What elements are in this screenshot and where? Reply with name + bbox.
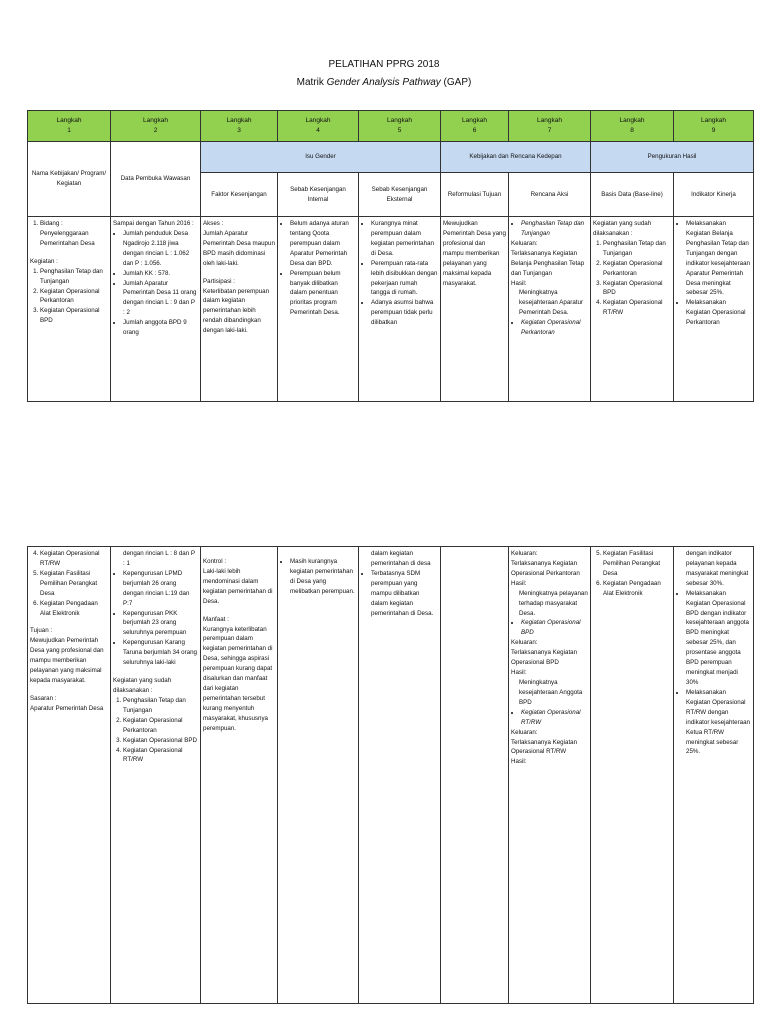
label-keluaran: Keluaran: [511, 550, 538, 557]
cell-data-pembuka-cont [111, 547, 201, 1004]
cell-reformulasi [441, 217, 509, 402]
document-subtitle: Matrik Gender Analysis Pathway (GAP) [296, 77, 472, 88]
step-header-row [28, 111, 754, 142]
col-nama-kebijakan: Nama Kebijakan/ Program/ Kegiatan [28, 142, 111, 217]
list-item: 6. Kegiatan Pengadaan Alat Elektronik [603, 579, 671, 599]
group-pengukuran: Pengukuran Hasil [591, 142, 754, 173]
cell-sebab-internal-cont [278, 547, 359, 1004]
col-data-pembuka: Data Pembuka Wawasan [111, 142, 201, 217]
list-item: • Perempuan belum banyak dilibatkan dalam penentuan prioritas program Pemerintah Desa. [290, 269, 356, 319]
list-item: • Melaksanakan Kegiatan Operasional RT/RW dengan indikator kesejahteraan Ketua RT/RW meningkat sebesar 25%. [686, 688, 751, 757]
list-item: 2. Kegiatan Operasional Perkantoran [40, 287, 108, 307]
list-item: • Kegiatan Operasional BPD [521, 618, 588, 638]
list-item: 4. Kegiatan Operasional RT/RW [40, 549, 108, 569]
label-keluaran: Keluaran: [511, 728, 538, 736]
step-2-header: Langkah 2 [111, 111, 201, 142]
text: Meningkatnya pelayanan terhadap masyarakat Desa. [519, 589, 588, 617]
list-item: • Kepengurusan Karang Taruna berjumlah 34 orang seluruhnya laki-laki [123, 638, 198, 668]
list-item: • Penghasilan Tetap dan Tunjangan [521, 219, 588, 239]
cell-basis-data-cont [591, 547, 674, 1004]
cell-sebab-eksternal-cont [359, 547, 441, 1004]
list-item: 6. Kegiatan Pengadaan Alat Elektronik [40, 599, 108, 619]
label-done: Kegiatan yang sudah dilaksanakan : [113, 677, 172, 694]
step-4-header: Langkah 4 [278, 111, 359, 142]
list-item: 5. Kegiatan Fasilitasi Pemilihan Perangkat Desa [603, 549, 671, 579]
col-faktor: Faktor Kesenjangan [201, 173, 278, 217]
cell-reformulasi-cont [441, 547, 509, 1004]
label-kegiatan: Kegiatan : [30, 257, 58, 265]
text: Mewujudkan Pemerintah Desa yang profesional dan mampu memberikan pelayanan yang maksimal kepada masyarakat. [443, 220, 506, 287]
list-item: 4. Kegiatan Operasional RT/RW [603, 298, 671, 318]
group-isu-gender: Isu Gender [201, 142, 441, 173]
cell-indikator [674, 217, 754, 402]
step-6-header: Langkah 6 [441, 111, 509, 142]
text: Sampai dengan Tahun 2016 : [113, 220, 194, 227]
cell-indikator-cont [674, 547, 754, 1004]
list-item: • Jumlah KK : 578. [123, 269, 198, 279]
col-sebab-internal: Sebab Kesenjangan Internal [278, 173, 359, 217]
col-sebab-eksternal: Sebab Kesenjangan Eksternal [359, 173, 441, 217]
list-item: • Belum adanya aturan tentang Qoota perempuan dalam Aparatur Pemerintah Desa dan BPD. [290, 219, 356, 269]
text: Mewujudkan Pemerintah Desa yang profesional dan mampu memberikan pelayanan yang maksimal kepada masyarakat. [30, 637, 104, 685]
text: Terlaksananya Kegiatan Belanja Penghasilan Tetap dan Tunjangan [511, 249, 585, 277]
list-item: 1. Penghasilan Tetap dan Tunjangan [603, 239, 671, 259]
list-item: • Jumlah penduduk Desa Ngadirojo 2.118 jiwa dengan rincian L : 1.062 dan P : 1.056. [123, 229, 198, 269]
label-hasil: Hasil: [511, 279, 527, 287]
label-sasaran: Sasaran : [30, 694, 57, 702]
list-item: 3. Kegiatan Operasional BPD [123, 736, 198, 746]
list-item: 5. Kegiatan Fasilitasi Pemilihan Perangkat Desa [40, 569, 108, 599]
step-7-header: Langkah 7 [509, 111, 591, 142]
cell-program-cont [28, 547, 111, 1004]
list-item: • Kepengurusan PKK berjumlah 23 orang seluruhnya perempuan [123, 609, 198, 639]
col-basis-data: Basis Data (Base-line) [591, 173, 674, 217]
matrix-row-1 [28, 217, 754, 402]
step-9-header: Langkah 9 [674, 111, 754, 142]
text: Keterlibatan perempuan dalam kegiatan pemerintahan lebih rendah dibandingkan dengan laki-laki. [203, 287, 270, 335]
cell-sebab-eksternal [359, 217, 441, 402]
text: Terlaksananya Kegiatan Operasional BPD [511, 649, 578, 667]
text: Meningkatnya kesejahteraan Anggota BPD [519, 678, 583, 706]
label-hasil: Hasil: [511, 579, 527, 587]
document-title: PELATIHAN PPRG 2018 [328, 59, 440, 70]
label-hasil: Hasil: [511, 669, 527, 677]
cell-faktor [201, 217, 278, 402]
list-item: • Melaksanakan Kegiatan Operasional BPD dengan indikator kesejahteraan anggota BPD meningkat sebesar 25%, dan prosentase anggota BPD perempuan meningkat menjadi 30% [686, 589, 751, 688]
col-rencana-aksi: Rencana Aksi [509, 173, 591, 217]
list-item: 3. Kegiatan Operasional BPD [40, 306, 108, 326]
cell-basis-data [591, 217, 674, 402]
list-item: • Masih kurangnya kegiatan pemerintahan di Desa yang melibatkan perempuan. [290, 557, 356, 597]
label-akses: Akses : [203, 220, 224, 227]
step-1-header: Langkah 1 [28, 111, 111, 142]
text: Kurangnya keterlibatan perempuan dalam kegiatan pemerintahan di Desa, sehingga aspirasi perempuan kurang dapat disalurkan dan manfaat dari kegiatan pemerintahan tersebut kurang menyentuh masyarakat, khususnya perempuan. [203, 625, 273, 732]
list-item: • Melaksanakan Kegiatan Belanja Penghasilan Tetap dan Tunjangan dengan indikator kesejahteraan Aparatur Pemerintah Desa meningkat sebesar 25%. [686, 219, 751, 298]
list-item: 2. Kegiatan Operasional Perkantoran [603, 259, 671, 279]
step-3-header: Langkah 3 [201, 111, 278, 142]
cell-rencana-aksi [509, 217, 591, 402]
label-tujuan: Tujuan : [30, 627, 53, 635]
group-kebijakan: Kebijakan dan Rencana Kedepan [441, 142, 591, 173]
label-manfaat: Manfaat : [203, 615, 229, 623]
matrix-row-1-continued [28, 547, 754, 1004]
list-item: • Melaksanakan Kegiatan Operasional Perkantoran [686, 298, 751, 328]
list-item: • Kegiatan Operasional Perkantoran [521, 318, 588, 338]
gap-matrix-table-page2 [27, 546, 754, 1004]
cell-faktor-cont [201, 547, 278, 1004]
label-kontrol: Kontrol : [203, 558, 227, 565]
gap-matrix-table-page1 [27, 110, 754, 402]
list-item: • Adanya asumsi bahwa perempuan tidak perlu dilibatkan [371, 298, 438, 328]
list-item: • Jumlah Aparatur Pemerintah Desa 11 orang dengan rincian L : 9 dan P : 2 [123, 279, 198, 319]
list-item: 1. Penghasilan Tetap dan Tunjangan [123, 696, 198, 716]
step-8-header: Langkah 8 [591, 111, 674, 142]
label-keluaran: Keluaran: [511, 639, 538, 647]
label-keluaran: Keluaran: [511, 239, 538, 247]
text: Terlaksananya Kegiatan Operasional RT/RW [511, 738, 578, 756]
list-item: 2. Kegiatan Operasional Perkantoran [123, 716, 198, 736]
cell-data-pembuka [111, 217, 201, 402]
step-5-header: Langkah 5 [359, 111, 441, 142]
list-item: • Terbatasnya SDM perempuan yang mampu dilibatkan dalam kegiatan pemerintahan di Desa. [371, 569, 438, 619]
list-item: 1. Penghasilan Tetap dan Tunjangan [40, 267, 108, 287]
text: Terlaksananya Kegiatan Operasional Perkantoran [511, 559, 580, 577]
text: Kegiatan yang sudah dilaksanakan : [593, 220, 652, 237]
text: dengan indikator pelayanan kepada masyarakat meningkat sebesar 30%. [686, 550, 749, 587]
cell-rencana-aksi-cont [509, 547, 591, 1004]
text: Laki-laki lebih mendominasi dalam kegiatan pemerintahan di Desa. [203, 567, 273, 605]
list-item: • Kegiatan Operasional RT/RW [521, 708, 588, 728]
text: Jumlah Aparatur Pemerintah Desa maupun BPD masih didominasi oleh laki-laki. [203, 229, 275, 267]
cell-sebab-internal [278, 217, 359, 402]
col-indikator: Indikator Kinerja [674, 173, 754, 217]
list-item: • Jumlah anggota BPD 9 orang [123, 318, 198, 338]
text: Meningkatnya kesejahteraan Aparatur Pemerintah Desa. [519, 289, 583, 317]
list-item: • Kurangnya minat perempuan dalam kegiatan pemerintahan di Desa. [371, 219, 438, 259]
list-item: • Kepengurusan LPMD berjumlah 26 orang dengan rincian L:19 dan P:7 [123, 569, 198, 609]
list-item: 1. Bidang : Penyelenggaraan Pemerintahan Desa [40, 219, 108, 249]
list-item: 4. Kegiatan Operasional RT/RW [123, 746, 198, 766]
text: dengan rincian L : 8 dan P : 1 [123, 550, 195, 567]
list-item: 3. Kegiatan Operasional BPD [603, 279, 671, 299]
label-partisipasi: Partisipasi : [203, 277, 235, 285]
label-hasil: Hasil: [511, 758, 527, 766]
cell-program [28, 217, 111, 402]
col-reformulasi: Reformulasi Tujuan [441, 173, 509, 217]
text: Aparatur Pemerintah Desa [30, 704, 104, 712]
list-item: • Perempuan rata-rata lebih disibukkan dengan pekerjaan rumah tangga di rumah. [371, 259, 438, 299]
text: dalam kegiatan pemerintahan di desa [371, 550, 431, 567]
